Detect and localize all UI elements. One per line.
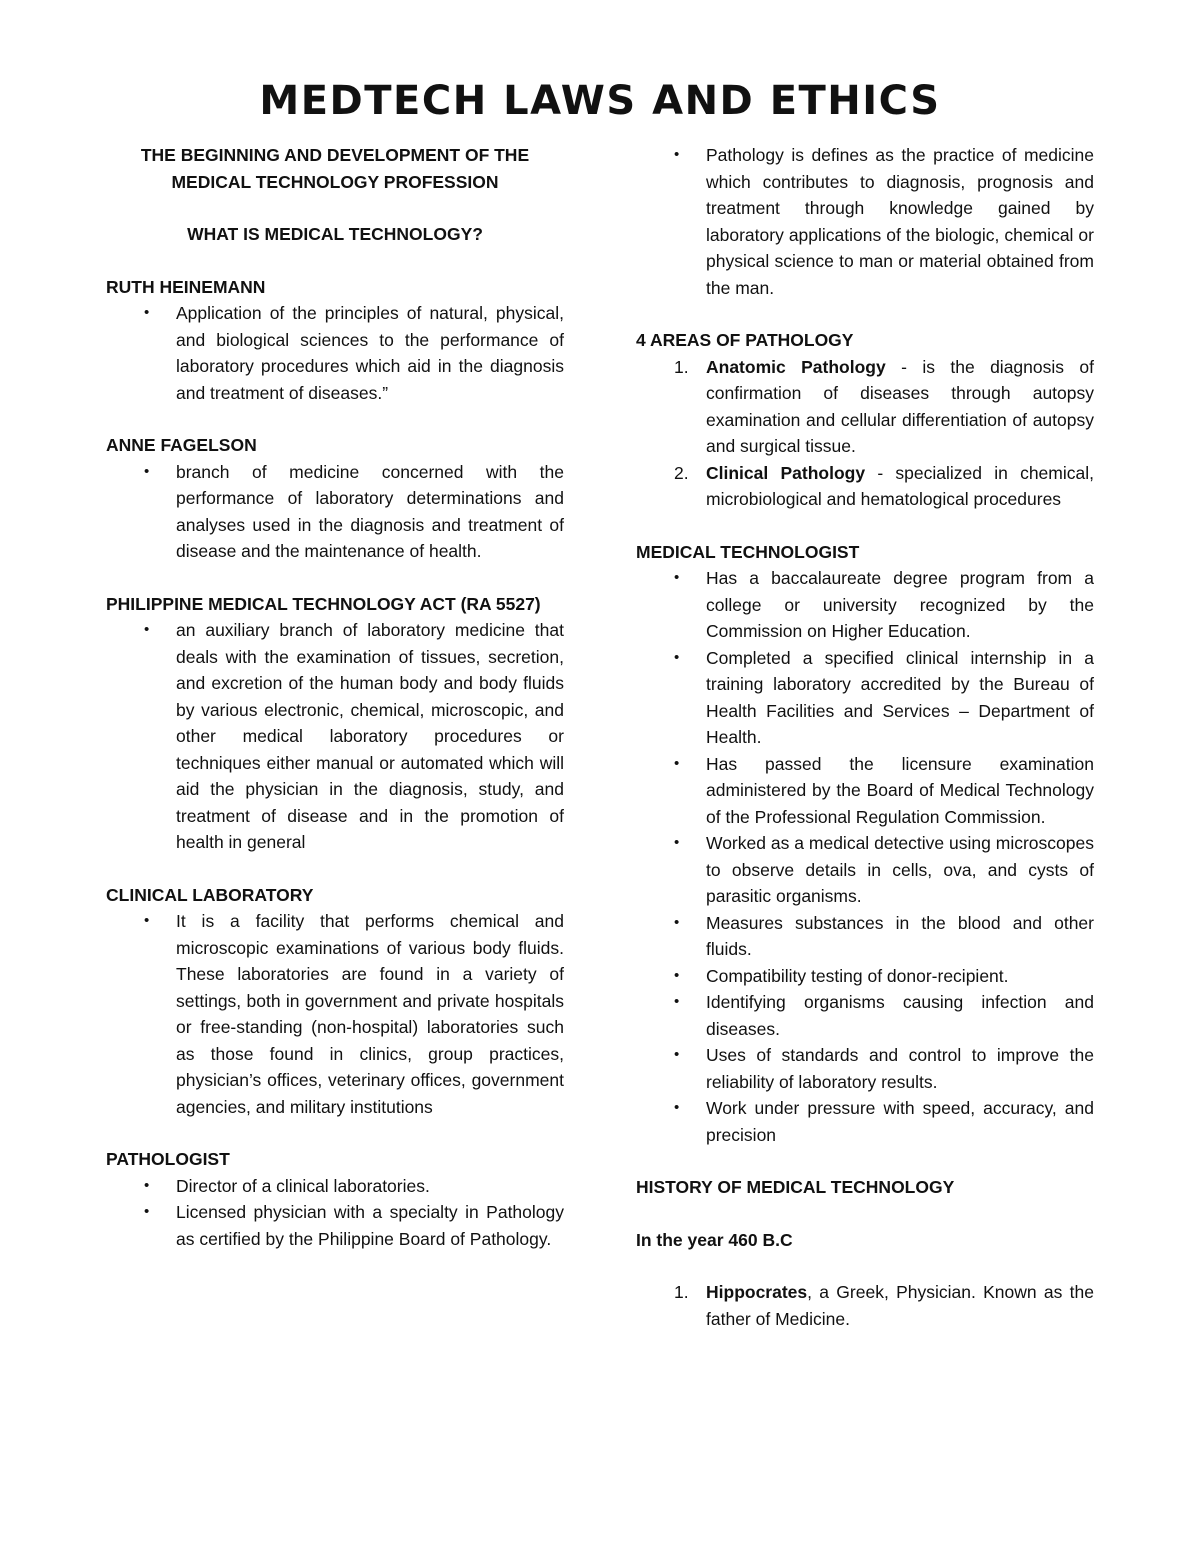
question-heading: WHAT IS MEDICAL TECHNOLOGY? (187, 224, 483, 244)
list-item (106, 908, 564, 1120)
bullet-text: Completed a specified clinical internship in a training laboratory accredited by the Bureau of Health Facilities and Services – Department of Health. (706, 647, 1094, 747)
bullet-text: Work under pressure with speed, accuracy, and precision (706, 1098, 1094, 1145)
list-number: 2. (674, 462, 689, 483)
bullet-text: Licensed physician with a specialty in Pathology as certified by the Philippine Board of Pathology. (176, 1202, 564, 1249)
list-item (636, 142, 1094, 301)
term-definition: - specialized in chemical, microbiological and hematological procedures (706, 462, 1094, 509)
term: Clinical Pathology (706, 462, 866, 483)
bullet-icon: • (674, 754, 680, 772)
list-item (636, 1042, 1094, 1095)
list-item (106, 300, 564, 406)
bullet-icon: • (674, 648, 680, 666)
section-heading-clinical-laboratory: CLINICAL LABORATORY (106, 884, 314, 905)
bullet-list (106, 908, 564, 1120)
list-item (636, 963, 1094, 990)
list-item (636, 751, 1094, 831)
bullet-text: Compatibility testing of donor-recipient. (706, 965, 1009, 986)
bullet-text: Worked as a medical detective using microscopes to observe details in cells, ova, and cysts of parasitic organisms. (706, 833, 1094, 906)
term-definition: , a Greek, Physician. Known as the father of Medicine. (706, 1282, 1094, 1329)
bullet-icon: • (674, 146, 680, 163)
term: Anatomic Pathology (706, 356, 886, 377)
bullet-text: branch of medicine concerned with the performance of laboratory determinations and analyses used in the diagnosis and treatment of disease and the maintenance of health. (176, 461, 564, 561)
list-item (106, 617, 564, 856)
bullet-text: Identifying organisms causing infection and diseases. (706, 992, 1094, 1039)
list-item (636, 645, 1094, 751)
bullet-icon: • (144, 462, 150, 480)
bullet-list (636, 565, 1094, 1148)
bullet-text: Measures substances in the blood and other fluids. (706, 912, 1094, 959)
bullet-icon: • (144, 304, 150, 321)
bullet-icon: • (674, 1099, 680, 1116)
bullet-icon: • (144, 1203, 150, 1220)
bullet-text: an auxiliary branch of laboratory medicine that deals with the examination of tissues, secretion, and excretion of the human body and body fluids by various electronic, chemical, microscopic, and other medical laboratory procedures or techniques either manual or automated which will aid the physician in the diagnosis, study, and treatment of disease and in the promotion of health in general (176, 620, 564, 852)
section-heading-ra-5527: PHILIPPINE MEDICAL TECHNOLOGY ACT (RA 5527) (106, 593, 541, 614)
list-number: 1. (674, 356, 689, 377)
term-definition: - is the diagnosis of confirmation of diseases through autopsy examination and cellular differentiation of autopsy and surgical tissue. (706, 356, 1094, 456)
intro-heading-line-2: MEDICAL TECHNOLOGY PROFESSION (171, 171, 499, 192)
bullet-text: Application of the principles of natural, physical, and biological sciences to the performance of laboratory procedures which aid in the diagnosis and treatment of diseases.” (176, 303, 564, 403)
bullet-icon: • (674, 966, 680, 984)
bullet-list (106, 1173, 564, 1253)
section-heading-history: HISTORY OF MEDICAL TECHNOLOGY (636, 1177, 955, 1197)
bullet-text: Has a baccalaureate degree program from a college or university recognized by the Commission on Higher Education. (706, 568, 1094, 641)
bullet-text: It is a facility that performs chemical and microscopic examinations of various body fluids. These laboratories are found in a variety of settings, both in government and private hospitals or free-standing (non-hospital) laboratories such as those found in clinics, group practices, physician’s offices, veterinary offices, government agencies, and military institutions (176, 911, 564, 1117)
bullet-list (106, 617, 564, 856)
bullet-icon: • (674, 913, 680, 931)
bullet-icon: • (674, 993, 680, 1010)
list-item (106, 459, 564, 565)
section-heading-medical-technologist: MEDICAL TECHNOLOGIST (636, 541, 860, 562)
numbered-list (636, 1279, 1094, 1332)
bullet-icon: • (674, 1046, 680, 1063)
section-heading-pathologist: PATHOLOGIST (106, 1149, 230, 1169)
right-column (636, 142, 1094, 1332)
list-item (636, 1095, 1094, 1148)
term: Hippocrates (706, 1282, 808, 1302)
bullet-icon: • (144, 621, 150, 638)
bullet-text: Uses of standards and control to improve the reliability of laboratory results. (706, 1045, 1094, 1092)
page-title: MEDTECH LAWS AND ETHICS (259, 78, 941, 124)
list-item (636, 989, 1094, 1042)
bullet-text: Pathology is defines as the practice of medicine which contributes to diagnosis, prognosis and treatment through knowledge gained by laboratory applications of the biologic, chemical or physical science to man or material obtained from the man. (706, 145, 1094, 298)
bullet-text: Director of a clinical laboratories. (176, 1175, 430, 1196)
intro-heading-line-1: THE BEGINNING AND DEVELOPMENT OF THE (140, 145, 530, 165)
list-item (636, 910, 1094, 963)
bullet-list (636, 142, 1094, 301)
numbered-list (636, 354, 1094, 513)
list-item (636, 830, 1094, 910)
list-item (106, 1173, 564, 1200)
section-heading-ruth-heinemann: RUTH HEINEMANN (106, 276, 266, 297)
bullet-icon: • (144, 912, 150, 929)
list-item (636, 565, 1094, 645)
year-heading: In the year 460 B.C (636, 1229, 793, 1250)
list-number: 1. (674, 1282, 689, 1302)
bullet-icon: • (674, 834, 680, 851)
section-heading-areas-of-pathology: 4 AREAS OF PATHOLOGY (636, 330, 854, 350)
bullet-list (106, 300, 564, 406)
list-item (636, 460, 1094, 513)
bullet-icon: • (144, 1176, 150, 1194)
bullet-text: Has passed the licensure examination administered by the Board of Medical Technology of the Professional Regulation Commission. (706, 753, 1094, 827)
list-item (106, 1199, 564, 1252)
section-heading-anne-fagelson: ANNE FAGELSON (106, 435, 257, 455)
bullet-icon: • (674, 569, 680, 586)
left-column (106, 142, 564, 1252)
list-item (636, 1279, 1094, 1332)
bullet-list (106, 459, 564, 565)
list-item (636, 354, 1094, 460)
